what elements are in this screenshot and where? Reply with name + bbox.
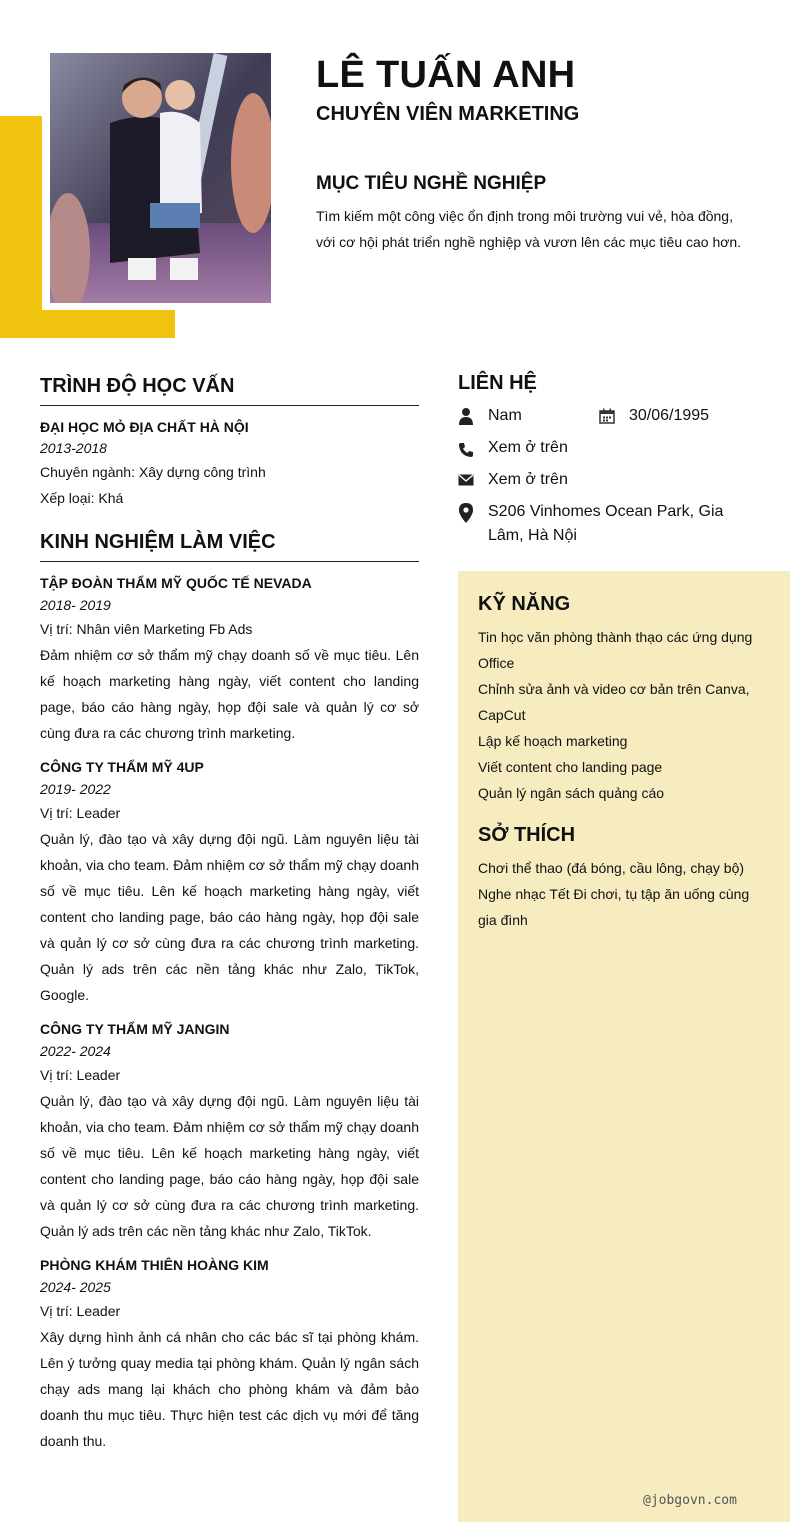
calendar-icon [599,408,615,424]
job-entry [40,756,419,1008]
job-description: Quản lý, đào tạo và xây dựng đội ngũ. Làm nguyên liệu tài khoản, via cho team. Đảm nhiệm cơ sở thẩm mỹ chạy doanh số về mục tiêu. Lên kế hoạch marketing hàng ngày, viết content cho landing page, báo cáo hàng ngày, họp đội sale và quản lý cơ sở cùng đưa ra các chương trình marketing. Quản lý ads trên các nền tảng khác như Zalo, TikTok. [40,1093,419,1239]
skills-heading: KỸ NĂNG [478,593,571,615]
job-title: CHUYÊN VIÊN MARKETING [316,103,580,125]
location-pin-icon [458,503,474,523]
job-years: 2024- 2025 [40,1279,111,1295]
job-position: Vị trí: Leader [40,805,121,821]
job-years: 2018- 2019 [40,597,111,613]
contact-section [458,372,758,544]
email-icon [458,474,474,486]
skill-item: Chỉnh sửa ảnh và video cơ bản trên Canva, CapCut [478,681,750,723]
job-years: 2022- 2024 [40,1043,111,1059]
objective-text: Tìm kiếm một công việc ổn định trong môi trường vui vẻ, hòa đồng, với cơ hội phát triển nghề nghiệp và vươn lên các mục tiêu cao hơn. [316,208,742,250]
phone-icon [458,441,474,459]
profile-photo [50,53,271,303]
education-school: ĐẠI HỌC MỎ ĐỊA CHẤT HÀ NỘI [40,419,249,435]
watermark: @jobgovn.com [643,1493,737,1508]
job-description: Đảm nhiệm cơ sở thẩm mỹ chạy doanh số về mục tiêu. Lên kế hoạch marketing hàng ngày, viết content cho landing page, báo cáo hàng ngày, họp đội sale và quản lý cơ sở cùng đưa ra các chương trình marketing. [40,647,419,741]
skill-item: Tin học văn phòng thành thạo các ứng dụng Office [478,629,753,671]
accent-bar-horizontal [0,310,175,338]
skills-panel [458,571,790,1522]
job-entry [40,1018,419,1244]
experience-heading: KINH NGHIỆM LÀM VIỆC [40,531,419,562]
person-icon [458,407,474,425]
skill-item: Viết content cho landing page [478,759,663,775]
education-years: 2013-2018 [40,440,107,456]
job-position: Vị trí: Nhân viên Marketing Fb Ads [40,621,253,637]
job-entry [40,1254,419,1454]
accent-bar-vertical [0,116,42,338]
job-position: Vị trí: Leader [40,1303,121,1319]
contact-birthday: 30/06/1995 [629,407,710,424]
job-entry [40,572,419,746]
contact-phone: Xem ở trên [488,439,568,456]
job-position: Vị trí: Leader [40,1067,121,1083]
education-grade: Xếp loại: Khá [40,490,124,506]
hobbies-heading: SỞ THÍCH [478,824,576,846]
contact-heading: LIÊN HỆ [458,372,537,394]
job-company: PHÒNG KHÁM THIÊN HOÀNG KIM [40,1257,269,1273]
contact-email: Xem ở trên [488,471,568,488]
job-company: CÔNG TY THẨM MỸ JANGIN [40,1021,230,1037]
contact-gender: Nam [488,407,522,424]
skill-item: Lập kế hoạch marketing [478,733,628,749]
job-company: CÔNG TY THẨM MỸ 4UP [40,759,204,775]
candidate-name: LÊ TUẤN ANH [316,54,576,96]
job-description: Xây dựng hình ảnh cá nhân cho các bác sĩ tại phòng khám. Lên ý tưởng quay media tại phòng khám. Quản lý ngân sách chạy ads mang lại khách cho phòng khám và đảm bảo doanh thu mục tiêu. Thực hiện test các dịch vụ mới để tăng doanh thu. [40,1329,419,1449]
hobby-item: Nghe nhạc Tết Đi chơi, tụ tập ăn uống cùng gia đình [478,886,750,928]
objective-heading: MỤC TIÊU NGHỀ NGHIỆP [316,173,547,194]
job-company: TẬP ĐOÀN THẨM MỸ QUỐC TẾ NEVADA [40,575,312,591]
job-description: Quản lý, đào tạo và xây dựng đội ngũ. Làm nguyên liệu tài khoản, via cho team. Đảm nhiệm cơ sở thẩm mỹ chạy doanh số về mục tiêu. Lên kế hoạch marketing hàng ngày, viết content cho landing page, báo cáo hàng ngày, họp đội sale và quản lý cơ sở cùng đưa ra các chương trình marketing. Quản lý ads trên các nền tảng khác như Zalo, TikTok, Google. [40,831,419,1003]
education-heading: TRÌNH ĐỘ HỌC VẤN [40,375,419,406]
contact-address: S206 Vinhomes Ocean Park, Gia Lâm, Hà Nội [488,503,724,544]
hobby-item: Chơi thể thao (đá bóng, cầu lông, chạy bộ) [478,860,745,876]
left-column [40,375,419,1454]
job-years: 2019- 2022 [40,781,111,797]
skill-item: Quản lý ngân sách quảng cáo [478,785,665,801]
education-major: Chuyên ngành: Xây dựng công trình [40,464,266,480]
